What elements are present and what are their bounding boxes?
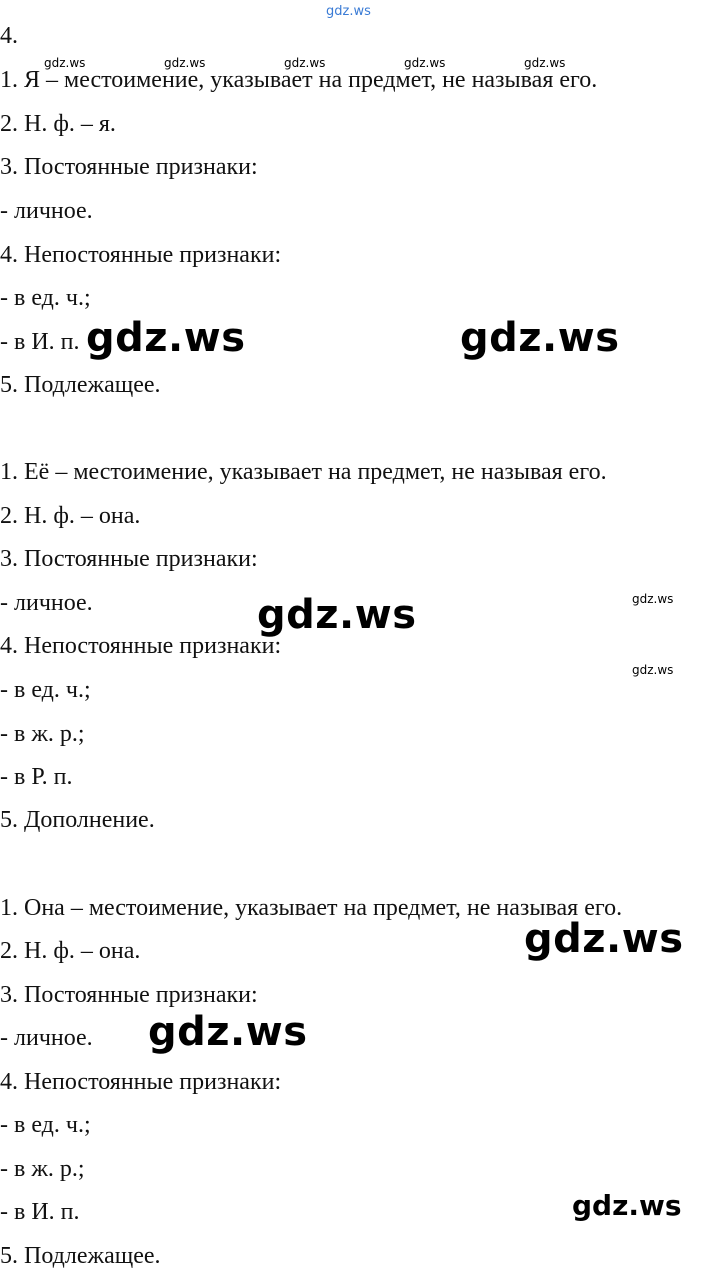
block2-line-5: 4. Непостоянные признаки: — [0, 633, 282, 659]
watermark-small: gdz.ws — [632, 663, 674, 677]
watermark-medium: gdz.ws — [572, 1189, 682, 1222]
watermark-large: gdz.ws — [460, 315, 620, 361]
block1-line-7: - в И. п. — [0, 329, 80, 355]
task-number: 4. — [0, 23, 18, 49]
watermark-small: gdz.ws — [44, 56, 86, 70]
block1-line-2: 2. Н. ф. – я. — [0, 111, 116, 137]
watermark-small: gdz.ws — [164, 56, 206, 70]
block3-line-1: 1. Она – местоимение, указывает на предмет, не называя его. — [0, 895, 623, 921]
block2-line-4: - личное. — [0, 590, 93, 616]
block1-line-6: - в ед. ч.; — [0, 285, 91, 311]
block2-line-9: 5. Дополнение. — [0, 807, 155, 833]
block3-line-2: 2. Н. ф. – она. — [0, 938, 141, 964]
block3-line-6: - в ед. ч.; — [0, 1112, 91, 1138]
block1-line-3: 3. Постоянные признаки: — [0, 154, 258, 180]
block3-line-7: - в ж. р.; — [0, 1156, 85, 1182]
watermark-small: gdz.ws — [284, 56, 326, 70]
block2-line-7: - в ж. р.; — [0, 721, 85, 747]
watermark-top: gdz.ws — [326, 4, 371, 19]
block1-line-5: 4. Непостоянные признаки: — [0, 242, 282, 268]
block3-line-8: - в И. п. — [0, 1199, 80, 1225]
block1-line-1: 1. Я – местоимение, указывает на предмет, не называя его. — [0, 67, 598, 93]
block2-line-3: 3. Постоянные признаки: — [0, 546, 258, 572]
watermark-large: gdz.ws — [148, 1009, 308, 1055]
block1-line-4: - личное. — [0, 198, 93, 224]
watermark-small: gdz.ws — [632, 592, 674, 606]
block1-line-8: 5. Подлежащее. — [0, 372, 161, 398]
block3-line-5: 4. Непостоянные признаки: — [0, 1069, 282, 1095]
watermark-large: gdz.ws — [86, 315, 246, 361]
block2-line-1: 1. Её – местоимение, указывает на предмет, не называя его. — [0, 459, 607, 485]
watermark-large: gdz.ws — [524, 916, 684, 962]
watermark-large: gdz.ws — [257, 592, 417, 638]
block3-line-9: 5. Подлежащее. — [0, 1243, 161, 1269]
block2-line-2: 2. Н. ф. – она. — [0, 503, 141, 529]
block2-line-8: - в Р. п. — [0, 764, 73, 790]
watermark-small: gdz.ws — [404, 56, 446, 70]
watermark-small: gdz.ws — [524, 56, 566, 70]
block3-line-4: - личное. — [0, 1025, 93, 1051]
block3-line-3: 3. Постоянные признаки: — [0, 982, 258, 1008]
block2-line-6: - в ед. ч.; — [0, 677, 91, 703]
